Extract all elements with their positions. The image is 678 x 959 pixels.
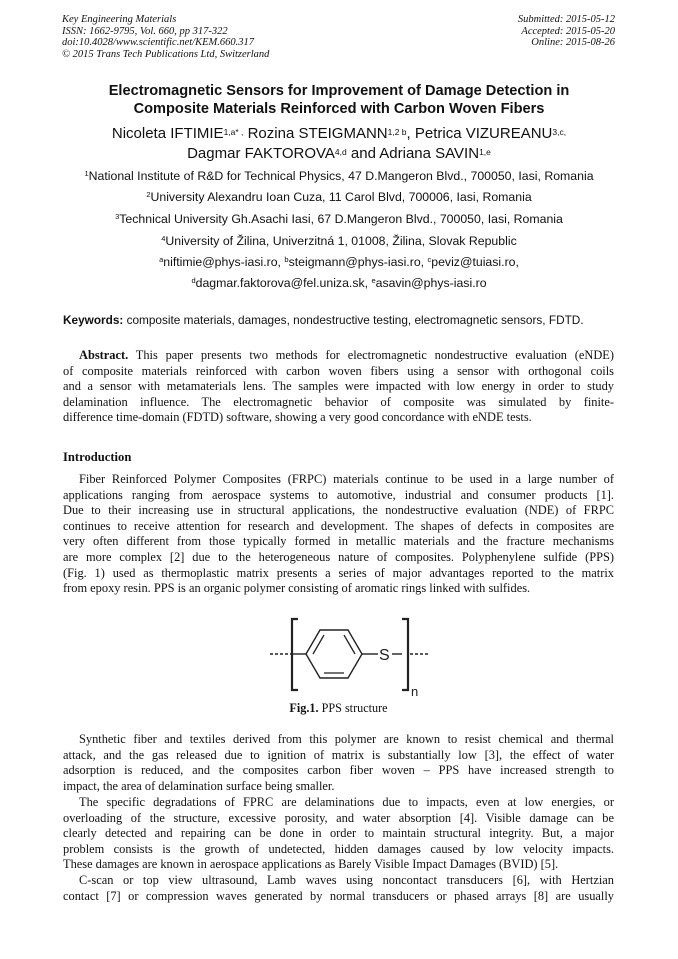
sulfur-label: S <box>379 647 390 664</box>
copyright-line: © 2015 Trans Tech Publications Ltd, Switzerland <box>62 48 270 60</box>
issn-line: ISSN: 1662-9795, Vol. 660, pp 317-322 <box>62 25 228 37</box>
body-paragraph: Synthetic fiber and textiles derived from this polymer are known to resist chemical and thermal attack, and the gas released due to ignition of matrix is substantially low [3], the effect of water adsorption is reduced, and the composites carbon fiber woven – PPS have increased strength to impact, the area of delamination surface being smaller. <box>63 732 614 793</box>
journal-header <box>62 14 269 60</box>
email: steigmann@phys-iasi.ro, <box>288 255 428 269</box>
benzene-ring <box>306 630 362 678</box>
pps-structure-figure <box>260 614 430 704</box>
paper-title: Electromagnetic Sensors for Improvement of Damage Detection in Composite Materials Reinforced with Carbon Woven Fibers <box>108 83 570 117</box>
email: asavin@phys-iasi.ro <box>375 276 487 290</box>
dates-header <box>518 14 615 49</box>
keywords-label: Keywords: <box>63 313 124 327</box>
email-line: $^a$niftimie@phys-iasi.ro, $^b$steigmann@phys-iasi.ro, $^c$peviz@tuiasi.ro, <box>159 255 519 269</box>
author: and Adriana SAVIN <box>346 145 480 162</box>
email: peviz@tuiasi.ro, <box>431 255 519 269</box>
right-bracket <box>402 619 408 690</box>
affiliation: $^4$University of Žilina, Univerzitná 1, 01008, Žilina, Slovak Republic <box>161 234 517 248</box>
doi-line: doi:10.4028/www.scientific.net/KEM.660.317 <box>62 37 254 48</box>
email: niftimie@phys-iasi.ro, <box>163 255 285 269</box>
repeat-n-label: n <box>411 684 419 699</box>
keywords <box>63 313 623 327</box>
author: Dagmar FAKTOROVA <box>187 145 335 162</box>
abstract-label: Abstract. <box>79 348 129 362</box>
email-line: $^d$dagmar.faktorova@fel.uniza.sk, $^e$asavin@phys-iasi.ro <box>191 276 487 290</box>
keywords-text: composite materials, damages, nondestructive testing, electromagnetic sensors, FDTD. <box>123 313 584 327</box>
author: Nicoleta IFTIMIE <box>111 125 224 142</box>
intro-paragraph: Fiber Reinforced Polymer Composites (FRPC) materials continue to be used in a large number of applications ranging from aerospace systems to automotive, industrial and consumer products [1]. Due to their increasing use in structural applications, the nondestructive evaluation (NDE) of FRPC continues to receive attention for research and development. The shapes of defects in composites are very often different from those typically formed in metallic materials and the fracture mechanisms are more complex [2] due to the heterogeneous nature of composites. Polyphenylene sulfide (PPS) (Fig. 1) used as thermoplastic matrix presents a series of major advantages reported to the matrix from epoxy resin. PPS is an organic polymer consisting of aromatic rings linked with sulfides. <box>63 472 614 596</box>
journal-name: Key Engineering Materials <box>62 14 177 25</box>
section-heading-introduction: Introduction <box>63 450 132 464</box>
online-date: Online: 2015-08-26 <box>531 37 615 48</box>
email: dagmar.faktorova@fel.uniza.sk, <box>195 276 372 290</box>
body-paragraph: The specific degradations of FPRC are delaminations due to impacts, even at low energies, or overloading of the structure, excessive porosity, and water absorption [4]. Visible damage can be clearly detected and repairing can be done in order to maintain structural integrity. But, a major problem consists is the growth of undetected, hidden damages caused by low velocity impacts. These damages are known in aerospace applications as Barely Visible Impact Damages (BVID) [5]. <box>63 795 614 872</box>
abstract: Abstract. This paper presents two methods for electromagnetic nondestructive evaluation (eNDE) of composite materials reinforced with carbon woven fibers using a sensor with orthogonal coils and a sensor with metamaterials lens. The samples were impacted with low energy in order to study delamination influence. The electromagnetic behavior of composite was simulated by finite- difference time-domain (FDTD) software, showing a very good concordance with eNDE tests. <box>63 348 614 425</box>
author-list: Nicoleta $IFTIMIE^{1,a* ,}$ Rozina $STEIGMANN^{1,2 b}$, Petrica $VIZUREANU^{3,c,}$ Dagmar FAKTOROVA$^{4,d}$ and Adriana SAVIN$^{1,e}$ <box>111 125 567 162</box>
accepted-date: Accepted: 2015-05-20 <box>521 25 615 37</box>
body-paragraph: C-scan or top view ultrasound, Lamb waves using noncontact transducers [6], with Hertzian contact [7] or compression waves generated by normal transducers or phased arrays [8] are usually <box>63 873 614 903</box>
affiliation: $^3$Technical University Gh.Asachi Iasi, 67 D.Mangeron Blvd., 700050, Iasi, Romania <box>115 212 563 226</box>
affiliation: $^1$National Institute of R&D for Technical Physics, 47 D.Mangeron Blvd., 700050, Iasi, Romania <box>84 169 594 183</box>
author: , Petrica VIZUREANU <box>406 125 553 142</box>
figure-caption: Fig.1. PPS structure <box>289 701 388 715</box>
affiliation: $^2$University Alexandru Ioan Cuza, 11 Carol Blvd, 700006, Iasi, Romania <box>146 190 532 204</box>
submitted-date: Submitted: 2015-05-12 <box>517 14 615 25</box>
author: Rozina STEIGMANN <box>243 125 388 142</box>
